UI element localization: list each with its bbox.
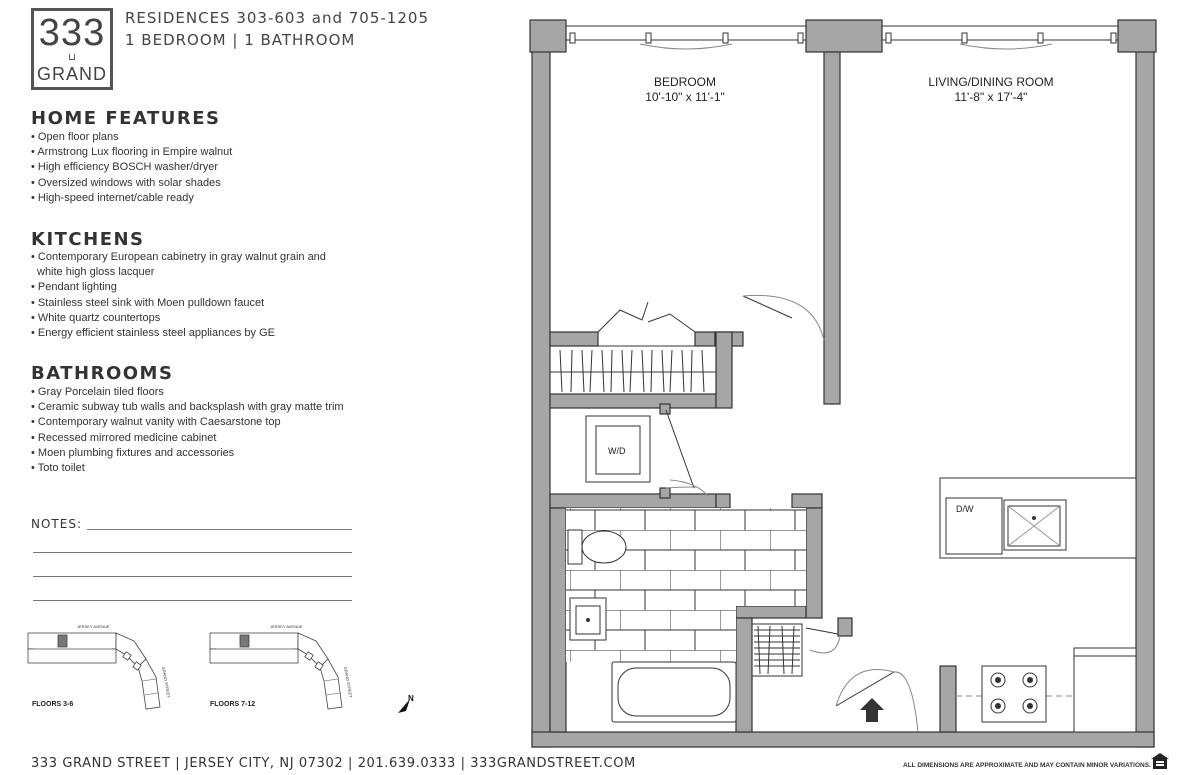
refrigerator-icon bbox=[1074, 648, 1136, 732]
list-item: • Ceramic subway tub walls and backsplash with gray matte trim bbox=[31, 400, 344, 415]
list-item: • High efficiency BOSCH washer/dryer bbox=[31, 160, 232, 175]
list-item: • Open floor plans bbox=[31, 130, 232, 145]
list-item: • Contemporary walnut vanity with Caesarstone top bbox=[31, 415, 344, 430]
list-item: white high gloss lacquer bbox=[37, 266, 155, 279]
notes-label: NOTES: bbox=[31, 517, 82, 531]
bathrooms-heading: BATHROOMS bbox=[31, 363, 174, 384]
dw-label: D/W bbox=[956, 504, 974, 514]
closet-shelves bbox=[550, 346, 716, 394]
header bbox=[125, 7, 429, 51]
key-plan-floors-7-12 bbox=[210, 624, 353, 709]
notes-line[interactable] bbox=[33, 552, 352, 553]
list-item: • Moen plumbing fixtures and accessories bbox=[31, 446, 344, 461]
wd-label: W/D bbox=[608, 446, 626, 456]
list-item: • Gray Porcelain tiled floors bbox=[31, 385, 344, 400]
bedroom-dims: 10'-10" x 11'-1" bbox=[645, 90, 725, 104]
list-item: • Energy efficient stainless steel appliances by GE bbox=[31, 326, 326, 341]
notes-line[interactable] bbox=[33, 576, 352, 577]
footer-address: 333 GRAND STREET | JERSEY CITY, NJ 07302 | 201.639.0333 | 333GRANDSTREET.COM bbox=[31, 756, 636, 771]
logo-number: 333 bbox=[38, 12, 106, 54]
street-label-side: GRAND STREET bbox=[343, 666, 354, 699]
list-item: • High-speed internet/cable ready bbox=[31, 191, 232, 206]
list-item: • Toto toilet bbox=[31, 461, 344, 476]
key-plans bbox=[22, 615, 422, 720]
home-features-heading: HOME FEATURES bbox=[31, 108, 221, 129]
list-item: • Recessed mirrored medicine cabinet bbox=[31, 431, 344, 446]
list-item: • Armstrong Lux flooring in Empire walnut bbox=[31, 145, 232, 160]
key-plan-floors-3-6 bbox=[28, 624, 171, 709]
floors-7-12-label: FLOORS 7-12 bbox=[210, 701, 256, 708]
living-room-label: LIVING/DINING ROOM bbox=[928, 75, 1054, 89]
list-item: • Contemporary European cabinetry in gray walnut grain and bbox=[31, 250, 326, 265]
logo-mark: ⊔ bbox=[68, 52, 76, 63]
list-item: • White quartz countertops bbox=[31, 311, 326, 326]
notes-line[interactable] bbox=[33, 600, 352, 601]
floor-plan bbox=[520, 10, 1195, 755]
living-room-dims: 11'-8" x 17'-4" bbox=[954, 90, 1028, 104]
list-item: • Oversized windows with solar shades bbox=[31, 176, 232, 191]
unit-type: 1 BEDROOM | 1 BATHROOM bbox=[125, 31, 356, 49]
list-item: • Pendant lighting bbox=[31, 280, 326, 295]
footer-disclaimer: ALL DIMENSIONS ARE APPROXIMATE AND MAY CONTAIN MINOR VARIATIONS. bbox=[903, 762, 1151, 769]
list-item: • Stainless steel sink with Moen pulldown faucet bbox=[31, 296, 326, 311]
washer-dryer bbox=[586, 416, 650, 482]
north-label: N bbox=[408, 694, 414, 703]
linen-shelves bbox=[752, 624, 802, 676]
street-label-side: GRAND STREET bbox=[161, 666, 172, 699]
residences-title: RESIDENCES 303-603 and 705-1205 bbox=[125, 9, 429, 27]
equal-housing-icon bbox=[1150, 752, 1170, 770]
north-arrow-icon bbox=[398, 694, 414, 713]
home-features-list bbox=[31, 130, 232, 206]
floors-3-6-label: FLOORS 3-6 bbox=[32, 701, 74, 708]
street-label-top: JERSEY AVENUE bbox=[77, 624, 110, 629]
kitchens-list bbox=[31, 250, 326, 341]
notes-line[interactable] bbox=[87, 529, 352, 530]
bathrooms-list bbox=[31, 385, 344, 476]
street-label-top: JERSEY AVENUE bbox=[270, 624, 303, 629]
kitchens-heading: KITCHENS bbox=[31, 229, 145, 250]
toilet-icon bbox=[582, 531, 626, 563]
logo-word: GRAND bbox=[36, 64, 107, 84]
bedroom-label: BEDROOM bbox=[653, 75, 717, 89]
entry-arrow-icon bbox=[860, 698, 884, 722]
brand-logo bbox=[31, 8, 113, 90]
kitchen-island bbox=[940, 478, 1136, 558]
range-icon bbox=[982, 666, 1046, 722]
kitchen-counter bbox=[956, 648, 1136, 732]
